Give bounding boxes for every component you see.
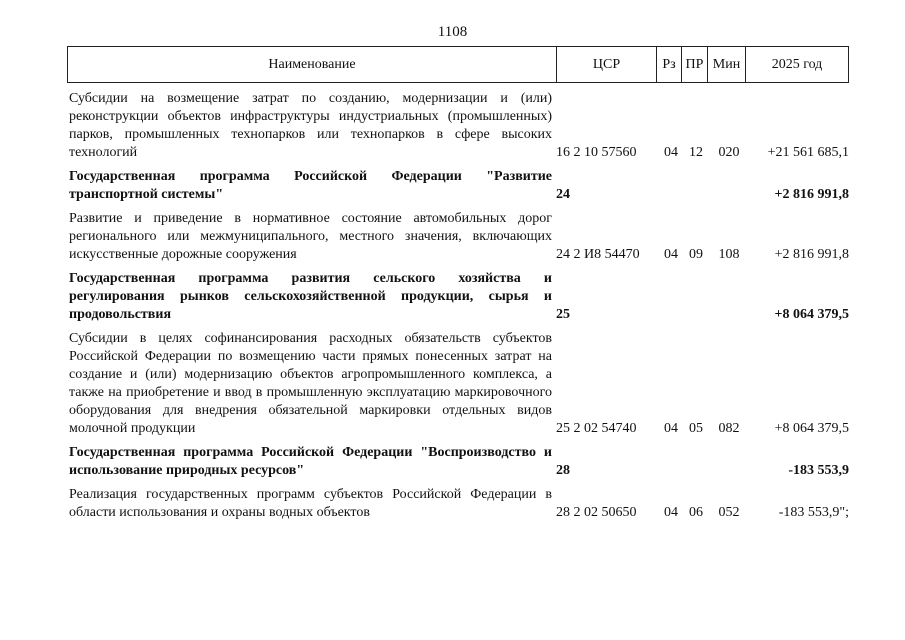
row-rz: 04 bbox=[664, 145, 678, 160]
row-pr: 05 bbox=[689, 421, 703, 436]
row-rz: 04 bbox=[664, 421, 678, 436]
header-rz: Рз bbox=[657, 47, 682, 82]
header-pr: ПР bbox=[682, 47, 708, 82]
row-csr: 25 bbox=[556, 307, 570, 322]
row-amount: +8 064 379,5 bbox=[774, 307, 849, 322]
row-name: Государственная программа развития сельского хозяйства и регулирования рынков сельскохозяйственной продукции, сырья и продовольствия bbox=[69, 271, 552, 322]
table-row bbox=[67, 168, 849, 204]
row-name: Государственная программа Российской Федерации "Воспроизводство и использование природных ресурсов" bbox=[69, 445, 552, 478]
row-name: Субсидии на возмещение затрат по созданию, модернизации и (или) реконструкции объектов инфраструктуры индустриальных (промышленных) парков, промышленных технопарков или технопарков в сфере высоких технологий bbox=[69, 91, 552, 160]
row-amount: +2 816 991,8 bbox=[774, 187, 849, 202]
row-name: Реализация государственных программ субъектов Российской Федерации в области использования и охраны водных объектов bbox=[69, 487, 552, 520]
table-body bbox=[67, 90, 849, 522]
row-pr: 06 bbox=[689, 505, 703, 520]
row-csr: 24 bbox=[556, 187, 570, 202]
page-number: 1108 bbox=[437, 24, 468, 40]
table-row bbox=[67, 270, 849, 324]
row-amount: +8 064 379,5 bbox=[774, 421, 849, 436]
table-row bbox=[67, 90, 849, 162]
row-name: Государственная программа Российской Федерации "Развитие транспортной системы" bbox=[69, 169, 552, 202]
row-csr: 24 2 И8 54470 bbox=[556, 247, 640, 262]
row-csr: 28 2 02 50650 bbox=[556, 505, 637, 520]
row-min: 082 bbox=[718, 421, 740, 436]
header-name: Наименование bbox=[68, 47, 557, 82]
table-row bbox=[67, 486, 849, 522]
row-pr: 12 bbox=[689, 145, 703, 160]
row-amount: +2 816 991,8 bbox=[774, 247, 849, 262]
row-csr: 28 bbox=[556, 463, 570, 478]
row-name: Субсидии в целях софинансирования расходных обязательств субъектов Российской Федерации по возмещению части прямых понесенных затрат на создание и (или) модернизацию объектов агропромышленного комплекса, а также на приобретение и ввод в промышленную эксплуатацию маркировочного оборудования для внедрения обязательной маркировки отдельных видов молочной продукции bbox=[69, 331, 552, 436]
table-row bbox=[67, 210, 849, 264]
header-min: Мин bbox=[708, 47, 746, 82]
row-min: 108 bbox=[718, 247, 740, 262]
row-csr: 16 2 10 57560 bbox=[556, 145, 637, 160]
row-rz: 04 bbox=[664, 505, 678, 520]
table-header bbox=[67, 46, 849, 83]
row-name: Развитие и приведение в нормативное состояние автомобильных дорог регионального или межмуниципального, местного значения, включающих искусственные дорожные сооружения bbox=[69, 211, 552, 262]
row-amount: -183 553,9 bbox=[788, 463, 849, 478]
row-min: 052 bbox=[718, 505, 740, 520]
row-csr: 25 2 02 54740 bbox=[556, 421, 637, 436]
row-pr: 09 bbox=[689, 247, 703, 262]
header-csr: ЦСР bbox=[557, 47, 657, 82]
row-rz: 04 bbox=[664, 247, 678, 262]
row-amount: -183 553,9"; bbox=[778, 505, 849, 520]
header-year: 2025 год bbox=[771, 56, 823, 72]
row-amount: +21 561 685,1 bbox=[767, 145, 849, 160]
row-min: 020 bbox=[718, 145, 740, 160]
table-row bbox=[67, 444, 849, 480]
table-row bbox=[67, 330, 849, 438]
